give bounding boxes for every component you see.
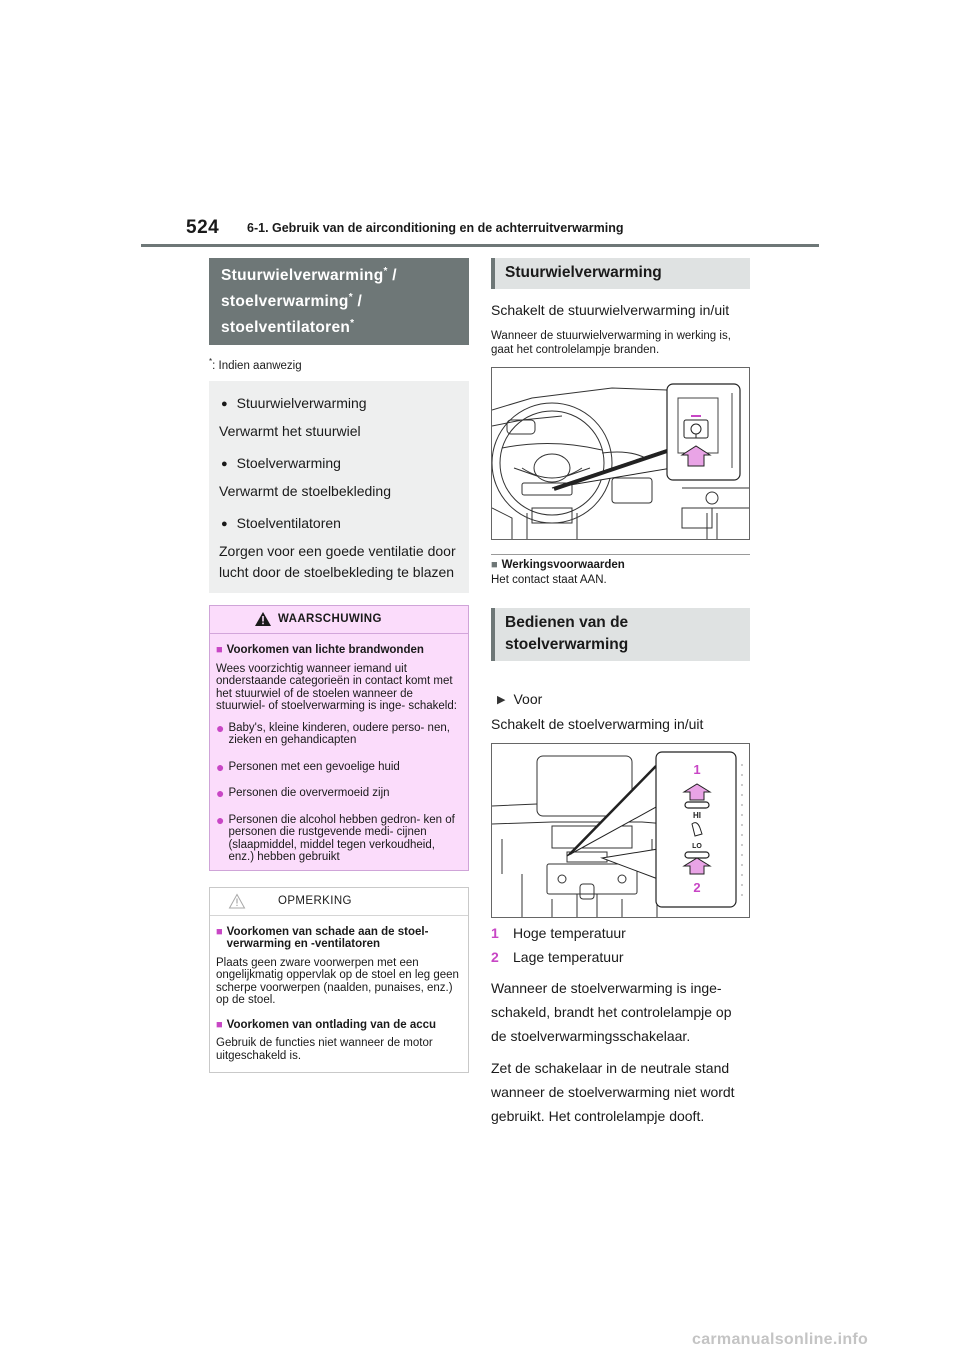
- warning-list-item: [216, 811, 462, 864]
- heading-asterisk: *: [350, 318, 355, 330]
- feature-list-box: [209, 381, 469, 593]
- watermark: carmanualsonline.info: [692, 1331, 869, 1348]
- switch-hi-label: HI: [693, 811, 701, 820]
- warning-label: WAARSCHUWING: [278, 613, 382, 626]
- section-heading-heating: [209, 258, 469, 345]
- seat-para-1: Wanneer de stoelverwarming is inge- schakeld, brandt het controlelampje op de stoelverwarmingsschakelaar.: [491, 980, 732, 1044]
- feature-title: ● Stoelverwarming: [219, 453, 459, 475]
- steering-text: Schakelt de stuurwielverwarming in/uit: [491, 302, 730, 318]
- callout-2-marker: 2: [693, 880, 701, 895]
- header-rule: [141, 244, 819, 247]
- callout-1-marker: 1: [693, 762, 701, 777]
- steering-small-text: Wanneer de stuurwielverwarming in werking is, gaat het controlelampje branden.: [491, 330, 731, 356]
- right-column: [491, 258, 750, 1128]
- seat-para-2: Zet de schakelaar in de neutrale stand wanneer de stoelverwarming niet wordt gebruikt. Het controlelampje dooft.: [491, 1060, 735, 1124]
- heading-slash: /: [352, 293, 363, 311]
- seat-illustration: [491, 743, 750, 918]
- warning-item-text: Personen met een gevoelige huid: [228, 760, 400, 773]
- warning-list-item: [216, 758, 462, 775]
- dot-bullet-icon: ●: [216, 719, 225, 736]
- warning-triangle-icon: [254, 611, 272, 627]
- warning-body: [210, 634, 468, 870]
- divider: [491, 554, 750, 555]
- warning-list-item: [216, 719, 462, 747]
- dashboard-steering-drawing: [492, 368, 750, 540]
- note-text: Gebruik de functies niet wanneer de motor uitgeschakeld is.: [216, 1037, 433, 1062]
- center-console-drawing: [492, 744, 750, 918]
- square-bullet-icon: ■: [491, 559, 498, 571]
- heading-slash: /: [387, 267, 397, 285]
- page-header: [0, 0, 960, 250]
- conditions-text: Het contact staat AAN.: [491, 574, 607, 586]
- note-section-title: [216, 926, 462, 951]
- caution-triangle-icon: [228, 893, 246, 909]
- callout-item: [491, 922, 750, 944]
- dot-bullet-icon: ●: [216, 785, 225, 802]
- feature-desc: Zorgen voor een goede ventilatie door lucht door de stoelbekleding te blazen: [219, 543, 456, 581]
- heading-part-2: stoelverwarming: [221, 293, 349, 311]
- warning-section-title: [216, 644, 462, 657]
- callout-label: Lage temperatuur: [513, 949, 624, 965]
- note-body: [210, 916, 468, 1073]
- feature-desc: Verwarmt het stuurwiel: [219, 423, 361, 440]
- note-box: [209, 887, 469, 1074]
- seat-text: Schakelt de stoelverwarming in/uit: [491, 716, 704, 732]
- note-label: OPMERKING: [278, 894, 352, 907]
- heading-asterisk: *: [383, 266, 388, 277]
- warning-section-title-text: Voorkomen van lichte brandwonden: [226, 644, 424, 657]
- warning-intro: Wees voorzichtig wanneer iemand uit onderstaande categorieën in contact komt met het stuurwiel of de stoelen wanneer de stuurwiel- of stoelverwarming is inge- schakeld:: [216, 662, 457, 713]
- chapter-title: 6-1. Gebruik van de airconditioning en de achterruitverwarming: [247, 221, 624, 235]
- square-bullet-icon: ■: [216, 644, 223, 657]
- heading-part-3: stoelventilatoren: [221, 319, 351, 337]
- front-label: [491, 691, 750, 707]
- footnote-text: : Indien aanwezig: [212, 360, 302, 373]
- dot-bullet-icon: ●: [216, 758, 225, 775]
- warning-item-text: Personen die alcohol hebben gedron- ken of personen die rustgevende medi- cijnen (slaapmiddel, middel tegen verkoudheid, enz.) hebben gebruikt: [228, 813, 455, 864]
- warning-box: [209, 605, 469, 871]
- note-section-title-text: Voorkomen van ontlading van de accu: [226, 1018, 437, 1031]
- feature-title: ● Stuurwielverwarming: [219, 393, 459, 415]
- heading-asterisk: *: [348, 292, 353, 304]
- arrow-right-icon: ▶: [497, 694, 506, 706]
- footnote: [209, 357, 469, 373]
- note-section-title: [216, 1019, 462, 1032]
- switch-lo-label: LO: [692, 843, 702, 850]
- conditions-title: [491, 559, 750, 571]
- square-bullet-icon: ■: [216, 925, 223, 938]
- square-bullet-icon: ■: [216, 1018, 223, 1031]
- callout-number: 1: [491, 925, 499, 941]
- warning-list-item: [216, 787, 462, 800]
- left-column: [209, 258, 469, 1073]
- feature-title: ● Stoelventilatoren: [219, 513, 459, 535]
- callout-label: Hoge temperatuur: [513, 925, 626, 941]
- warning-item-text: Baby's, kleine kinderen, oudere perso- nen, zieken en gehandicapten: [228, 721, 450, 747]
- footnote-mark: *: [209, 357, 213, 367]
- feature-desc: Verwarmt de stoelbekleding: [219, 483, 391, 500]
- steering-illustration: [491, 367, 750, 540]
- note-header: [210, 888, 468, 916]
- front-label-text: Voor: [513, 691, 543, 707]
- section-heading-steering: Stuurwielverwarming: [491, 258, 750, 289]
- note-text: Plaats geen zware voorwerpen met een ongelijkmatig oppervlak op de stoel en leg geen scherpe voorwerpen (naalden, punaises, enz.) op de stoel.: [216, 956, 459, 1007]
- dot-bullet-icon: ●: [216, 811, 225, 828]
- warning-header: [210, 606, 468, 634]
- callout-item: [491, 946, 750, 968]
- heading-part-1: Stuurwielverwarming: [221, 267, 384, 285]
- note-section-title-text: Voorkomen van schade aan de stoel- verwarming en -ventilatoren: [226, 925, 429, 951]
- section-heading-seat: Bedienen van de stoelverwarming: [491, 608, 750, 661]
- warning-item-text: Personen die oververmoeid zijn: [228, 787, 390, 800]
- callout-number: 2: [491, 949, 499, 965]
- page-number: 524: [186, 217, 220, 238]
- conditions-title-text: Werkingsvoorwaarden: [501, 559, 625, 571]
